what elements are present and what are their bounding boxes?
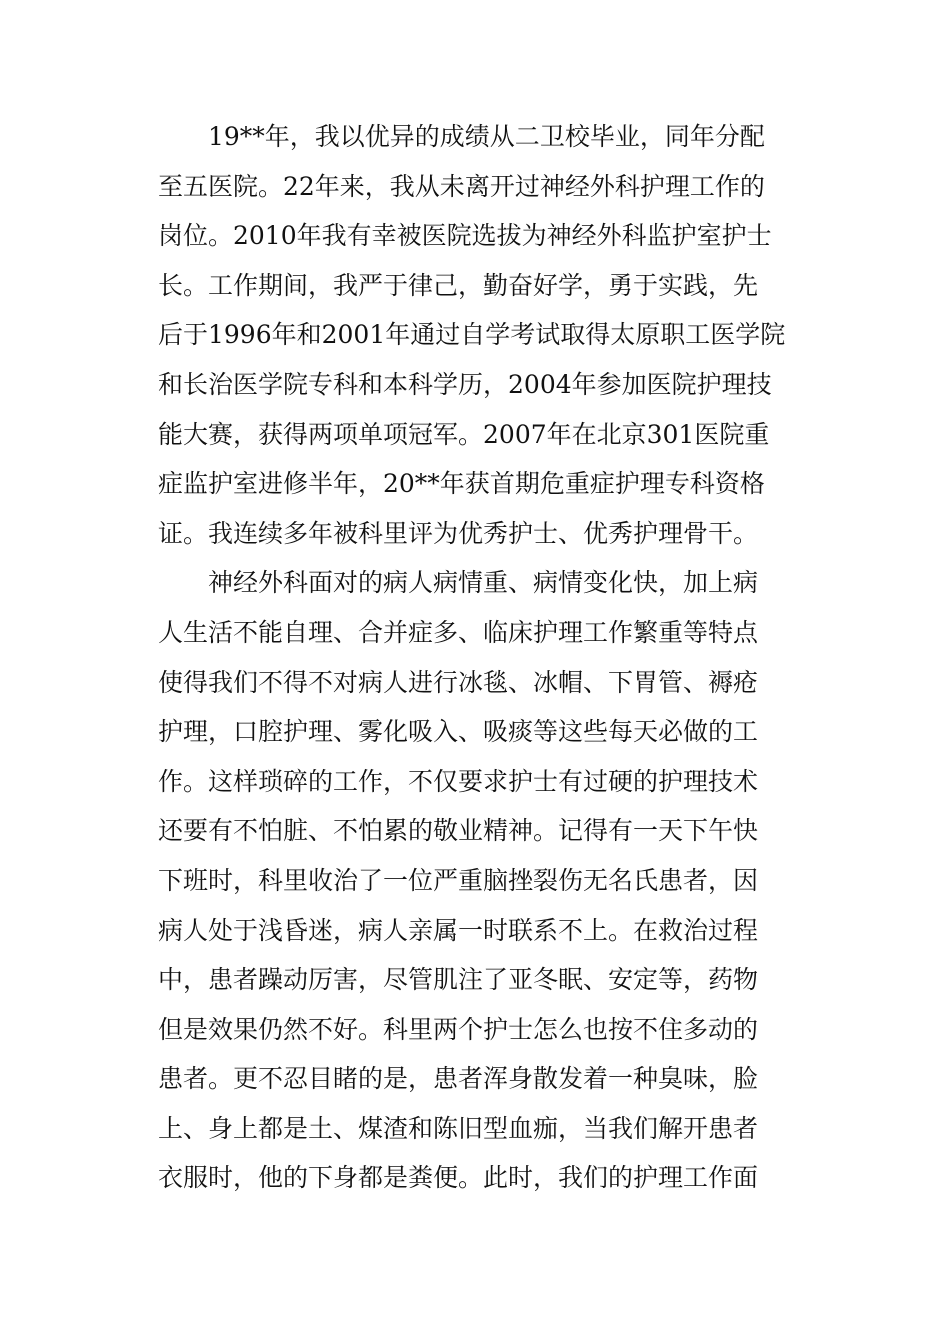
text-line: 和长治医学院专科和本科学历，2004年参加医院护理技 xyxy=(158,369,772,399)
text-line: 作。这样琐碎的工作，不仅要求护士有过硬的护理技术 xyxy=(158,766,759,796)
text-line: 护理，口腔护理、雾化吸入、吸痰等这些每天必做的工 xyxy=(158,717,759,747)
document-body xyxy=(158,112,794,1203)
text-line: 神经外科面对的病人病情重、病情变化快，加上病 xyxy=(208,568,759,598)
text-line: 还要有不怕脏、不怕累的敬业精神。记得有一天下午快 xyxy=(158,816,759,846)
text-line: 使得我们不得不对病人进行冰毯、冰帽、下胃管、褥疮 xyxy=(158,667,759,697)
text-line: 证。我连续多年被科里评为优秀护士、优秀护理骨干。 xyxy=(158,518,759,548)
text-line: 岗位。2010年我有幸被医院选拔为神经外科监护室护士 xyxy=(158,221,772,251)
text-line: 衣服时，他的下身都是粪便。此时，我们的护理工作面 xyxy=(158,1163,759,1193)
text-line: 19**年，我以优异的成绩从二卫校毕业，同年分配 xyxy=(208,122,765,151)
text-line: 病人处于浅昏迷，病人亲属一时联系不上。在救治过程 xyxy=(158,915,759,945)
text-line: 下班时，科里收治了一位严重脑挫裂伤无名氏患者，因 xyxy=(158,865,759,895)
text-line: 症监护室进修半年，20**年获首期危重症护理专科资格 xyxy=(158,469,765,499)
text-line: 长。工作期间，我严于律己，勤奋好学，勇于实践，先 xyxy=(158,270,759,300)
paragraph-1 xyxy=(158,112,794,558)
text-line: 患者。更不忍目睹的是，患者浑身散发着一种臭味，脸 xyxy=(158,1064,759,1094)
text-line: 能大赛，获得两项单项冠军。2007年在北京301医院重 xyxy=(158,419,770,449)
text-line: 但是效果仍然不好。科里两个护士怎么也按不住多动的 xyxy=(158,1014,759,1044)
text-line: 中，患者躁动厉害，尽管肌注了亚冬眠、安定等，药物 xyxy=(158,965,759,995)
text-line: 人生活不能自理、合并症多、临床护理工作繁重等特点 xyxy=(158,617,759,647)
paragraph-2 xyxy=(158,558,794,1203)
text-line: 至五医院。22年来，我从未离开过神经外科护理工作的 xyxy=(158,171,765,201)
text-line: 后于1996年和2001年通过自学考试取得太原职工医学院 xyxy=(158,320,786,350)
text-line: 上、身上都是土、煤渣和陈旧型血痂，当我们解开患者 xyxy=(158,1113,759,1143)
